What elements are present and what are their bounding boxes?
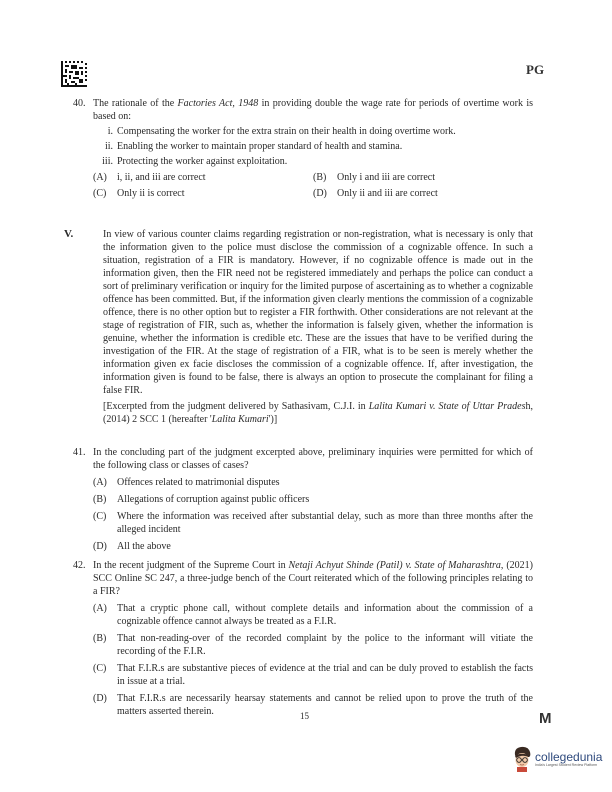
question-number: 42.: [73, 560, 86, 571]
option-a: (A) Offences related to matrimonial disputes: [93, 477, 280, 488]
passage: [103, 228, 533, 426]
question-stem: In the concluding part of the judgment excerpted above, preliminary inquiries were permitted for which of the following class or classes of cases?: [93, 447, 533, 471]
statement-i: i. Compensating the worker for the extra strain on their health in doing overtime work.: [107, 126, 456, 137]
option-a: (A) That a cryptic phone call, without complete details and information about the commission of a cognizable offence cannot always be treated as a F.I.R.: [93, 603, 533, 627]
question-42: [73, 559, 533, 718]
option-c: (C) Where the information was received after substantial delay, such as more than three months after the alleged incident: [93, 511, 533, 535]
series-code: PG: [526, 62, 545, 77]
option-b: (B) Only i and iii are correct: [313, 172, 436, 183]
mascot-face-icon: [512, 746, 532, 772]
question-40: [73, 97, 534, 200]
question-41: [73, 446, 533, 553]
statement-ii: ii. Enabling the worker to maintain proper standard of health and stamina.: [104, 141, 403, 152]
collegedunia-logo[interactable]: [512, 746, 602, 772]
page-number: 15: [300, 711, 309, 721]
question-stem: In the recent judgment of the Supreme Court in Netaji Achyut Shinde (Patil) v. State of Maharashtra, (2021) SCC Online SC 247, a three-judge bench of the Court reiterated which of the following principles relating to a FIR?: [93, 560, 533, 597]
option-d: (D) That F.I.R.s are necessarily hearsay statements and cannot be relied upon to prove the truth of the matters asserted therein.: [93, 693, 533, 717]
passage-citation: [Excerpted from the judgment delivered by Sathasivam, C.J.I. in Lalita Kumari v. State of Uttar Pradesh, (2014) 2 SCC 1 (hereafter 'Lalita Kumari')]: [103, 401, 533, 425]
question-number: 40.: [73, 98, 86, 109]
datamatrix-code-icon: [61, 61, 87, 87]
option-c: (C) That F.I.R.s are substantive pieces of evidence at the trial and can be duly proved to establish the facts in issue at a trial.: [93, 663, 533, 687]
option-b: (B) Allegations of corruption against public officers: [93, 494, 310, 505]
logo-tagline: India's Largest Student Review Platform: [535, 762, 598, 767]
option-d: (D) All the above: [93, 541, 171, 552]
booklet-code: M: [539, 710, 552, 727]
option-d: (D) Only ii and iii are correct: [313, 188, 438, 199]
option-a: (A) i, ii, and iii are correct: [93, 172, 206, 183]
question-number: 41.: [73, 447, 86, 458]
option-c: (C) Only ii is correct: [93, 188, 185, 199]
logo-name: collegedunia: [535, 749, 603, 764]
passage-text: In view of various counter claims regarding registration or non-registration, what is necessary is only that the information given to the police must disclose the commission of a cognizable offence. In such a situation, registration of a FIR is mandatory. However, if no cognizable offence is made out in the information given, then the FIR need not be registered immediately and perhaps the police can conduct a sort of preliminary verification or inquiry for the limited purpose of ascertaining as to whether a cognizable offence has been committed. But, if the information given clearly mentions the commission of a cognizable offence, there is no other option but to register a FIR forthwith. Other considerations are not relevant at the stage of registration of FIR, such as, whether the information is falsely given, whether the information is genuine, whether the information is credible etc. These are the issues that have to be verified during the investigation of the FIR. At the stage of registration of a FIR, what is to be seen is merely whether the information given ex facie discloses the commission of a cognizable offence. If, after investigation, the information given is found to be false, there is always an option to prosecute the complainant for filing a false FIR.: [103, 229, 533, 396]
option-b: (B) That non-reading-over of the recorded complaint by the police to the informant will vitiate the recording of the F.I.R.: [93, 633, 533, 657]
statement-iii: iii. Protecting the worker against exploitation.: [102, 156, 288, 167]
question-stem: The rationale of the Factories Act, 1948 in providing double the wage rate for periods of overtime work is based on:: [93, 98, 534, 122]
passage-number: V.: [64, 228, 74, 240]
